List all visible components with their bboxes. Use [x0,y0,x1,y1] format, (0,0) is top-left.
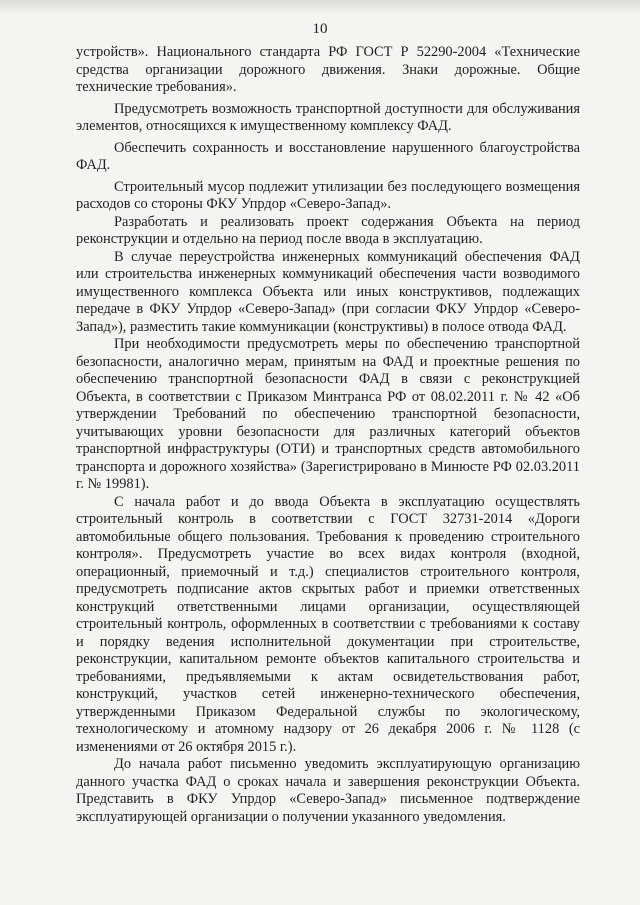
document-body [76,44,580,826]
paragraph-maintenance-project: Разработать и реализовать проект содержания Объекта на период реконструкции и отдельно на период после ввода в эксплуатацию. [76,213,580,247]
scan-edge-shadow [0,0,640,14]
paragraph-construction-waste: Строительный мусор подлежит утилизации без последующего возмещения расходов со стороны ФКУ Упрдор «Северо-Запад». [76,178,580,212]
paragraph-continuation: устройств». Национального стандарта РФ ГОСТ Р 52290-2004 «Технические средства организации дорожного движения. Знаки дорожные. Общие технические требования». [76,44,580,95]
paragraph-utilities: В случае переустройства инженерных коммуникаций обеспечения ФАД или строительства инженерных коммуникаций обеспечения части возводимого имущественного комплекса Объекта или иных конструктивов, подлежащих передаче в ФКУ Упрдор «Северо-Запад» (при согласии ФКУ Упрдор «Северо-Запад»), разместить такие коммуникации (конструктивы) в полосе отвода ФАД. [76,248,580,335]
page-number: 10 [312,21,328,37]
paragraph-transport-access: Предусмотреть возможность транспортной доступности для обслуживания элементов, относящихся к имущественному комплексу ФАД. [76,100,580,134]
paragraph-landscaping: Обеспечить сохранность и восстановление нарушенного благоустройства ФАД. [76,139,580,173]
paragraph-construction-control: С начала работ и до ввода Объекта в эксплуатацию осуществлять строительный контроль в соответствии с ГОСТ 32731-2014 «Дороги автомобильные общего пользования. Требования к проведению строительного контроля». Предусмотреть участие во всех видах контроля (входной, операционный, приемочный и т.д.) специалистов строительного контроля, предусмотреть подписание актов скрытых работ и приемки ответственных конструкций ответственными лицами организации, осуществляющей строительный контроль, оформленных в соответствии с требованиями к составу и порядку ведения исполнительной документации при строительстве, реконструкции, капитальном ремонте объектов капитального строительства и требованиями, предъявляемыми к актам освидетельствования работ, конструкций, участков сетей инженерно-технического обеспечения, утвержденными Приказом Федеральной службы по экологическому, технологическому и атомному надзору от 26 декабря 2006 г. № 1128 (с изменениями от 26 октября 2015 г.). [76,493,580,755]
paragraph-transport-security: При необходимости предусмотреть меры по обеспечению транспортной безопасности, аналогично мерам, принятым на ФАД и проектные решения по обеспечению транспортной безопасности ФАД в связи с реконструкцией Объекта, в соответствии с Приказом Минтранса РФ от 08.02.2011 г. № 42 «Об утверждении Требований по обеспечению транспортной безопасности, учитывающих уровни безопасности для различных категорий объектов транспортной инфраструктуры (ОТИ) и транспортных средств автомобильного транспорта и дорожного хозяйства» (Зарегистрировано в Минюсте РФ 02.03.2011 г. № 19981). [76,336,580,492]
paragraph-notification: До начала работ письменно уведомить эксплуатирующую организацию данного участка ФАД о сроках начала и завершения реконструкции Объекта. Представить в ФКУ Упрдор «Северо-Запад» письменное подтверждение эксплуатирующей организации о получении указанного уведомления. [76,756,580,825]
